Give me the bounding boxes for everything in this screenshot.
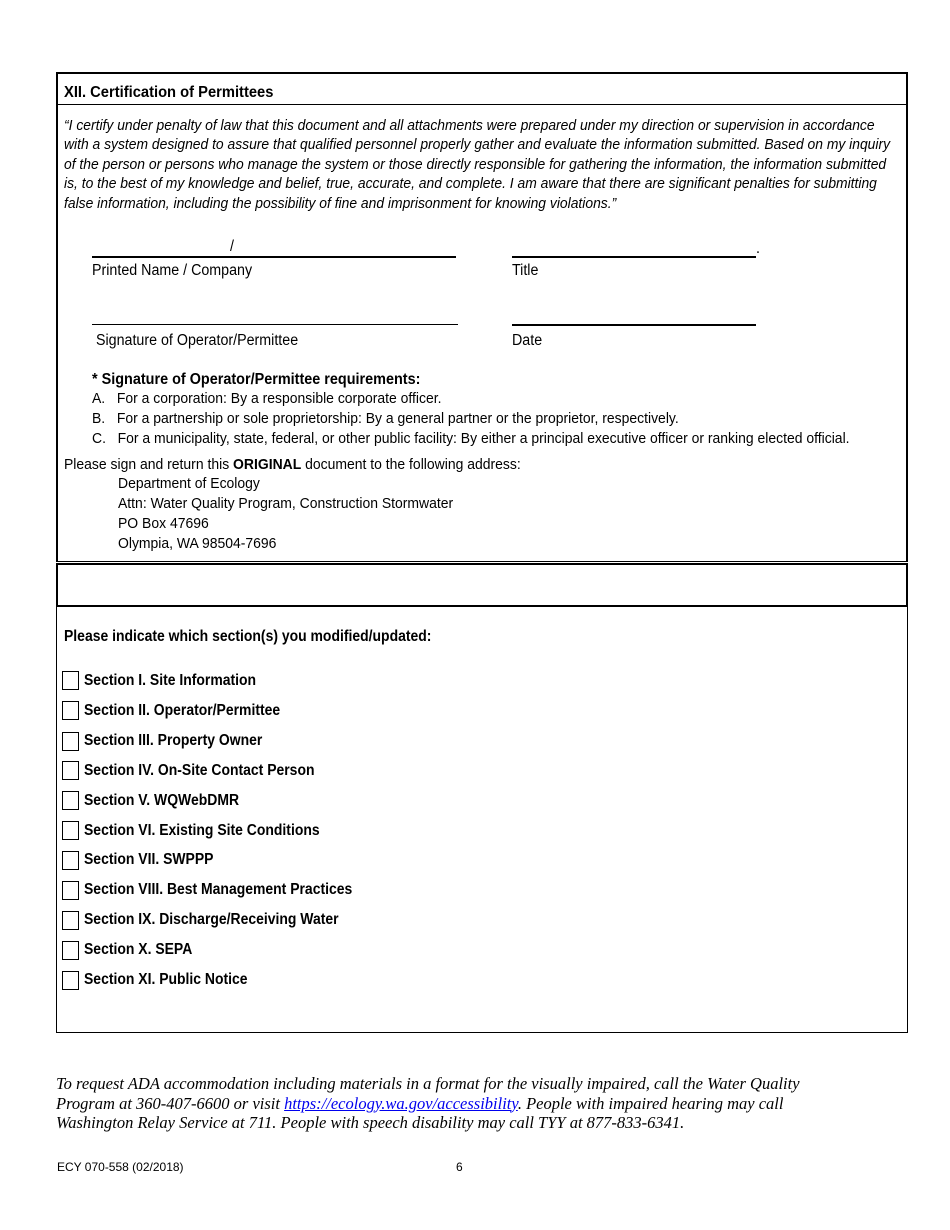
section-checkbox-label: Section XI. Public Notice bbox=[84, 971, 248, 988]
section-checkbox-label: Section IV. On-Site Contact Person bbox=[84, 762, 315, 779]
certification-line: false information, including the possibility of fine and imprisonment for knowing violations.” bbox=[64, 194, 617, 212]
section-header-divider bbox=[56, 104, 908, 105]
return-intro-suffix: document to the following address: bbox=[301, 456, 521, 473]
ada-line bbox=[56, 1094, 950, 1114]
requirement-letter: B. bbox=[92, 410, 106, 427]
address-line: Attn: Water Quality Program, Construction Stormwater bbox=[118, 495, 454, 512]
ada-notice bbox=[56, 1074, 950, 1133]
requirement-text: For a municipality, state, federal, or other public facility: By either a principal executive officer or ranking elected official. bbox=[117, 430, 850, 447]
section-checkbox[interactable] bbox=[62, 941, 79, 960]
date-field[interactable] bbox=[512, 324, 756, 326]
original-emphasis: ORIGINAL bbox=[233, 456, 302, 473]
requirement-item bbox=[92, 389, 441, 408]
section-checkbox[interactable] bbox=[62, 732, 79, 751]
certification-line: “I certify under penalty of law that this document and all attachments were prepared under my direction or supervision in accordance bbox=[64, 117, 875, 134]
title-period: . bbox=[756, 240, 760, 257]
requirement-text: For a corporation: By a responsible corporate officer. bbox=[116, 390, 442, 407]
section-checkbox[interactable] bbox=[62, 821, 79, 840]
printed-name-label: Printed Name / Company bbox=[92, 262, 253, 279]
requirement-text: For a partnership or sole proprietorship: By a general partner or the proprietor, respectively. bbox=[116, 410, 679, 427]
ada-line2-suffix: . People with impaired hearing may call bbox=[517, 1093, 784, 1113]
return-intro-prefix: Please sign and return this bbox=[64, 456, 234, 473]
requirement-item bbox=[92, 429, 850, 448]
certification-line: is, to the best of my knowledge and belief, true, accurate, and complete. I am aware that there are significant penalties for submitting bbox=[64, 175, 877, 193]
section-checkbox[interactable] bbox=[62, 761, 79, 780]
printed-name-field[interactable] bbox=[92, 256, 456, 258]
ada-line: Washington Relay Service at 711. People with speech disability may call TYY at 877-833-6341. bbox=[56, 1113, 685, 1133]
signature-label: Signature of Operator/Permittee bbox=[96, 332, 299, 349]
address-line: Olympia, WA 98504-7696 bbox=[118, 535, 277, 552]
modified-prompt: Please indicate which section(s) you modified/updated: bbox=[64, 628, 432, 645]
requirement-letter: C. bbox=[92, 430, 106, 447]
certification-statement bbox=[64, 116, 897, 213]
certification-line: of the person or persons who manage the system or those directly responsible for gathering the information, the information submitted bbox=[64, 155, 887, 173]
accessibility-link[interactable]: https://ecology.wa.gov/accessibility bbox=[284, 1093, 518, 1113]
section-checkbox[interactable] bbox=[62, 671, 79, 690]
section-checkbox-label: Section II. Operator/Permittee bbox=[84, 702, 281, 719]
section-checkbox-label: Section VIII. Best Management Practices bbox=[84, 881, 353, 898]
form-id: ECY 070-558 (02/2018) bbox=[57, 1160, 184, 1174]
requirement-item bbox=[92, 409, 679, 428]
title-field[interactable] bbox=[512, 256, 756, 258]
ada-line: To request ADA accommodation including materials in a format for the visually impaired, call the Water Quality bbox=[56, 1074, 800, 1093]
title-label: Title bbox=[512, 262, 539, 279]
section-checkbox[interactable] bbox=[62, 851, 79, 870]
section-checkbox-label: Section VII. SWPPP bbox=[84, 851, 214, 868]
date-label: Date bbox=[512, 332, 543, 349]
modified-sections-box bbox=[56, 605, 908, 1033]
section-title: XII. Certification of Permittees bbox=[64, 84, 274, 101]
certification-line: with a system designed to assure that qualified personnel properly gather and evaluate the information submitted. Based on my inquiry bbox=[64, 136, 891, 154]
requirements-heading: * Signature of Operator/Permittee requirements: bbox=[92, 371, 421, 388]
name-company-separator: / bbox=[230, 238, 234, 255]
page-number: 6 bbox=[456, 1160, 463, 1174]
address-line: Department of Ecology bbox=[118, 475, 260, 492]
section-checkbox-label: Section X. SEPA bbox=[84, 941, 193, 958]
return-instructions bbox=[64, 455, 521, 474]
section-checkbox-label: Section I. Site Information bbox=[84, 672, 257, 689]
section-checkbox[interactable] bbox=[62, 701, 79, 720]
section-checkbox-label: Section IX. Discharge/Receiving Water bbox=[84, 911, 339, 928]
ada-line2-prefix: Program at 360-407-6600 or visit bbox=[56, 1093, 285, 1113]
signature-field[interactable] bbox=[92, 324, 458, 325]
address-line: PO Box 47696 bbox=[118, 515, 209, 532]
requirement-letter: A. bbox=[92, 390, 106, 407]
blank-header-bar bbox=[56, 563, 908, 607]
section-checkbox-label: Section III. Property Owner bbox=[84, 732, 263, 749]
section-checkbox[interactable] bbox=[62, 911, 79, 930]
section-checkbox-label: Section V. WQWebDMR bbox=[84, 792, 240, 809]
section-checkbox[interactable] bbox=[62, 881, 79, 900]
section-checkbox[interactable] bbox=[62, 971, 79, 990]
section-checkbox[interactable] bbox=[62, 791, 79, 810]
section-checkbox-label: Section VI. Existing Site Conditions bbox=[84, 822, 320, 839]
